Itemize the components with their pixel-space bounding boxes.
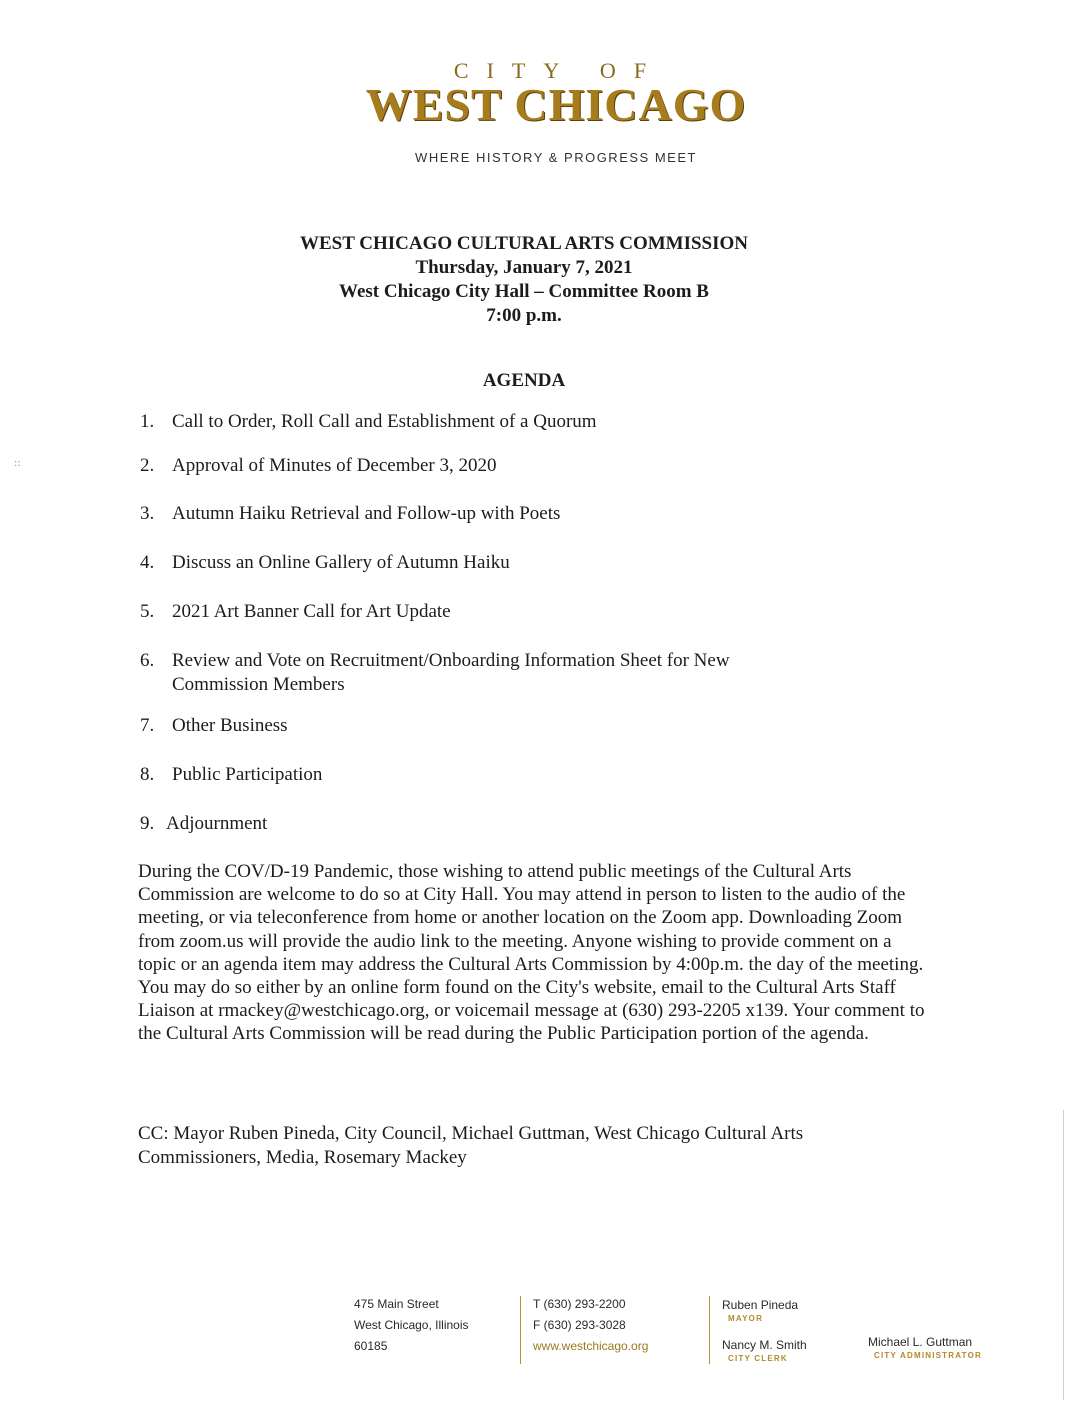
agenda-item [140,502,860,526]
agenda-item [140,600,860,624]
agenda-item-number: 2. [140,455,155,476]
agenda-item [140,714,860,738]
agenda-item [140,410,860,434]
agenda-item [140,551,860,575]
agenda-item-number: 3. [140,503,155,524]
letterhead-tagline: WHERE HISTORY & PROGRESS MEET [415,150,697,165]
agenda-item-text: Public Participation [172,764,323,785]
footer-address [354,1294,504,1357]
address-city: West Chicago, Illinois [354,1318,469,1332]
agenda-item-text: Autumn Haiku Retrieval and Follow-up with Poets [172,503,561,524]
agenda-item-text: Other Business [172,715,288,736]
mayor-title: MAYOR [728,1314,764,1323]
administrator-title: CITY ADMINISTRATOR [874,1351,982,1360]
agenda-item-number: 7. [140,715,155,736]
agenda-item [140,812,860,836]
agenda-item-number: 8. [140,764,155,785]
mayor-name: Ruben Pineda [722,1298,799,1312]
fax-number: F (630) 293-3028 [533,1318,626,1332]
agenda-item-text: Approval of Minutes of December 3, 2020 [172,455,497,476]
scan-edge-line [1063,1110,1064,1400]
margin-mark: :: [14,458,21,469]
agenda-title: AGENDA [482,370,566,391]
agenda-item [140,649,820,697]
address-street: 475 Main Street [354,1297,439,1311]
letterhead-city-of: CITY OF [453,58,665,83]
covid-notice: During the COV/D-19 Pandemic, those wishing to attend public meetings of the Cultural Arts Commission are welcome to do so at City Hall. You may attend in person to listen to the audio of the meeting, or via teleconference from home or another location on the Zoom app. Downloading Zoom from zoom.us will provide the audio link to the meeting. Anyone wishing to provide comment on a topic or an agenda item may address the Cultural Arts Commission by 4:00p.m. the day of the meeting. You may do so either by an online form found on the City's website, email to the Cultural Arts Staff Liaison at rmackey@westchicago.org, or voicemail message at (630) 293-2205 x139. Your comment to the Cultural Arts Commission will be read during the Public Participation portion of the agenda. [138,861,925,1045]
agenda-item-number: 9. [140,813,155,834]
agenda-item-text: 2021 Art Banner Call for Art Update [172,601,451,622]
agenda-item [140,454,860,478]
phone-number: T (630) 293-2200 [533,1297,626,1311]
clerk-name: Nancy M. Smith [722,1338,807,1352]
meeting-header [0,232,1048,328]
agenda-item-text: Review and Vote on Recruitment/Onboarding Information Sheet for New Commission Members [172,650,730,695]
agenda-item-number: 4. [140,552,155,573]
footer-officials [722,1298,852,1378]
footer-administrator [868,1335,998,1375]
letterhead-city-name: WEST CHICAGO [365,79,747,130]
agenda-item-number: 5. [140,601,155,622]
cc-list: CC: Mayor Ruben Pineda, City Council, Michael Guttman, West Chicago Cultural Arts Commissioners, Media, Rosemary Mackey [138,1123,804,1168]
footer-divider [520,1296,521,1364]
agenda-item-text: Adjournment [166,813,268,834]
agenda-item-number: 6. [140,650,155,671]
meeting-location: West Chicago City Hall – Committee Room B [339,281,709,302]
agenda-item-number: 1. [140,411,155,432]
meeting-time: 7:00 p.m. [486,305,562,326]
footer-divider [709,1296,710,1364]
agenda-item [140,763,860,787]
clerk-title: CITY CLERK [728,1354,788,1363]
administrator-name: Michael L. Guttman [868,1335,973,1349]
agenda-item-text: Call to Order, Roll Call and Establishment of a Quorum [172,411,597,432]
website-link[interactable]: www.westchicago.org [533,1339,649,1353]
letterhead [0,58,1088,165]
commission-name: WEST CHICAGO CULTURAL ARTS COMMISSION [299,233,749,254]
address-zip: 60185 [354,1339,388,1353]
footer-contact [533,1294,693,1357]
meeting-date: Thursday, January 7, 2021 [415,257,633,278]
agenda-item-text: Discuss an Online Gallery of Autumn Haiku [172,552,510,573]
